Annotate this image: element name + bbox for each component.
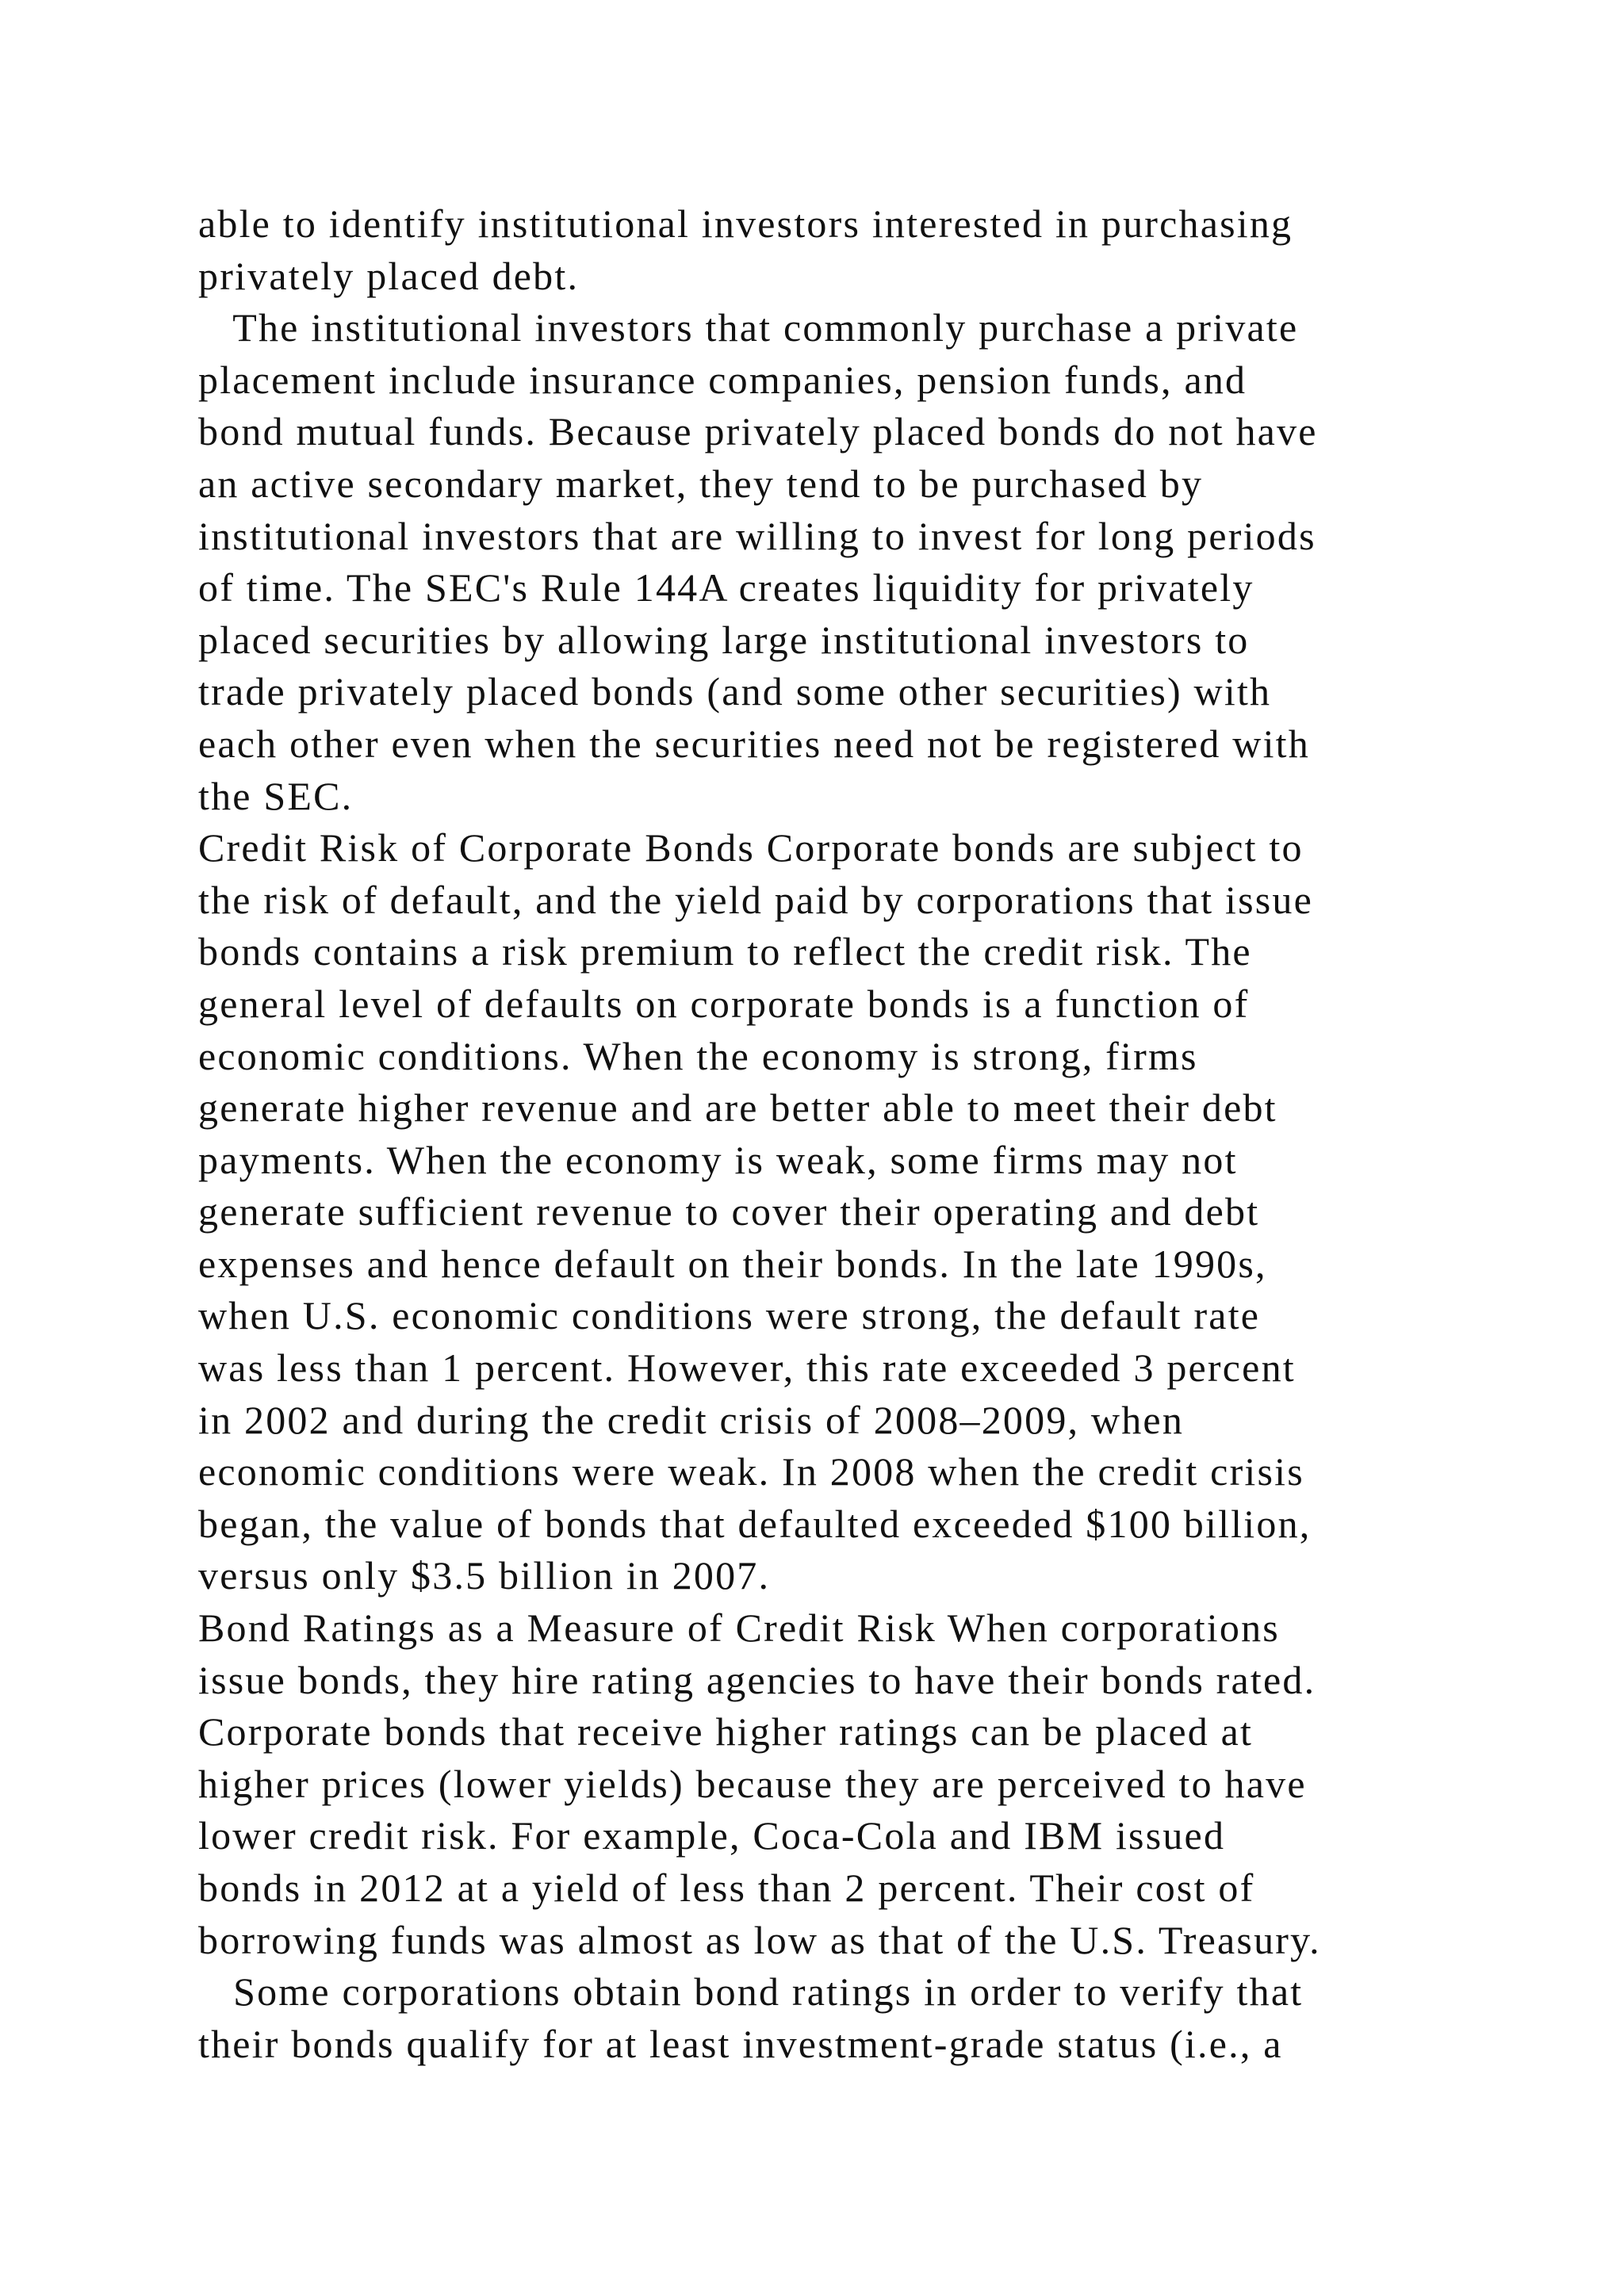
- document-body: [198, 198, 1467, 2070]
- text-line: borrowing funds was almost as low as that of the U.S. Treasury.: [198, 1917, 1321, 1962]
- text-line: general level of defaults on corporate bonds is a function of: [198, 981, 1250, 1026]
- text-line: was less than 1 percent. However, this rate exceeded 3 percent: [198, 1345, 1296, 1391]
- text-line: each other even when the securities need not be registered with: [198, 721, 1310, 766]
- text-line: placement include insurance companies, pension funds, and: [198, 357, 1247, 402]
- text-line: able to identify institutional investors interested in purchasing: [198, 201, 1293, 246]
- text-line: their bonds qualify for at least investment-grade status (i.e., a: [198, 2021, 1283, 2066]
- section-heading-line: Bond Ratings as a Measure of Credit Risk When corporations: [198, 1605, 1280, 1651]
- text-line: an active secondary market, they tend to be purchased by: [198, 461, 1204, 506]
- text-line: economic conditions. When the economy is strong, firms: [198, 1033, 1198, 1078]
- text-line: placed securities by allowing large institutional investors to: [198, 617, 1250, 662]
- text-line: payments. When the economy is weak, some firms may not: [198, 1137, 1238, 1182]
- text-line: generate sufficient revenue to cover their operating and debt: [198, 1189, 1260, 1234]
- text-line: expenses and hence default on their bonds. In the late 1990s,: [198, 1241, 1267, 1286]
- text-line: of time. The SEC's Rule 144A creates liquidity for privately: [198, 565, 1254, 610]
- text-line: trade privately placed bonds (and some other securities) with: [198, 669, 1272, 714]
- text-line: lower credit risk. For example, Coca-Cola and IBM issued: [198, 1813, 1226, 1858]
- text-line: generate higher revenue and are better able to meet their debt: [198, 1085, 1277, 1131]
- text-line: Some corporations obtain bond ratings in order to verify that: [198, 1969, 1304, 2015]
- section-heading-line: Credit Risk of Corporate Bonds Corporate bonds are subject to: [198, 825, 1304, 871]
- text-line: bonds in 2012 at a yield of less than 2 percent. Their cost of: [198, 1866, 1255, 1910]
- text-line: economic conditions were weak. In 2008 when the credit crisis: [198, 1449, 1304, 1494]
- text-line: the risk of default, and the yield paid by corporations that issue: [198, 877, 1313, 922]
- text-line: Corporate bonds that receive higher ratings can be placed at: [198, 1709, 1254, 1755]
- text-line: bond mutual funds. Because privately placed bonds do not have: [198, 409, 1318, 454]
- text-line: the SEC.: [198, 773, 354, 818]
- text-line: bonds contains a risk premium to reflect the credit risk. The: [198, 929, 1252, 974]
- text-line: began, the value of bonds that defaulted exceeded $100 billion,: [198, 1501, 1312, 1546]
- text-line: in 2002 and during the credit crisis of 2008–2009, when: [198, 1397, 1185, 1442]
- text-line: versus only $3.5 billion in 2007.: [198, 1553, 771, 1598]
- text-line: The institutional investors that commonly purchase a private: [198, 305, 1299, 350]
- text-line: privately placed debt.: [198, 253, 580, 298]
- text-line: when U.S. economic conditions were strong, the default rate: [198, 1293, 1261, 1338]
- text-line: institutional investors that are willing to invest for long periods: [198, 513, 1316, 558]
- text-line: higher prices (lower yields) because they are perceived to have: [198, 1761, 1307, 1806]
- text-line: issue bonds, they hire rating agencies to have their bonds rated.: [198, 1657, 1316, 1702]
